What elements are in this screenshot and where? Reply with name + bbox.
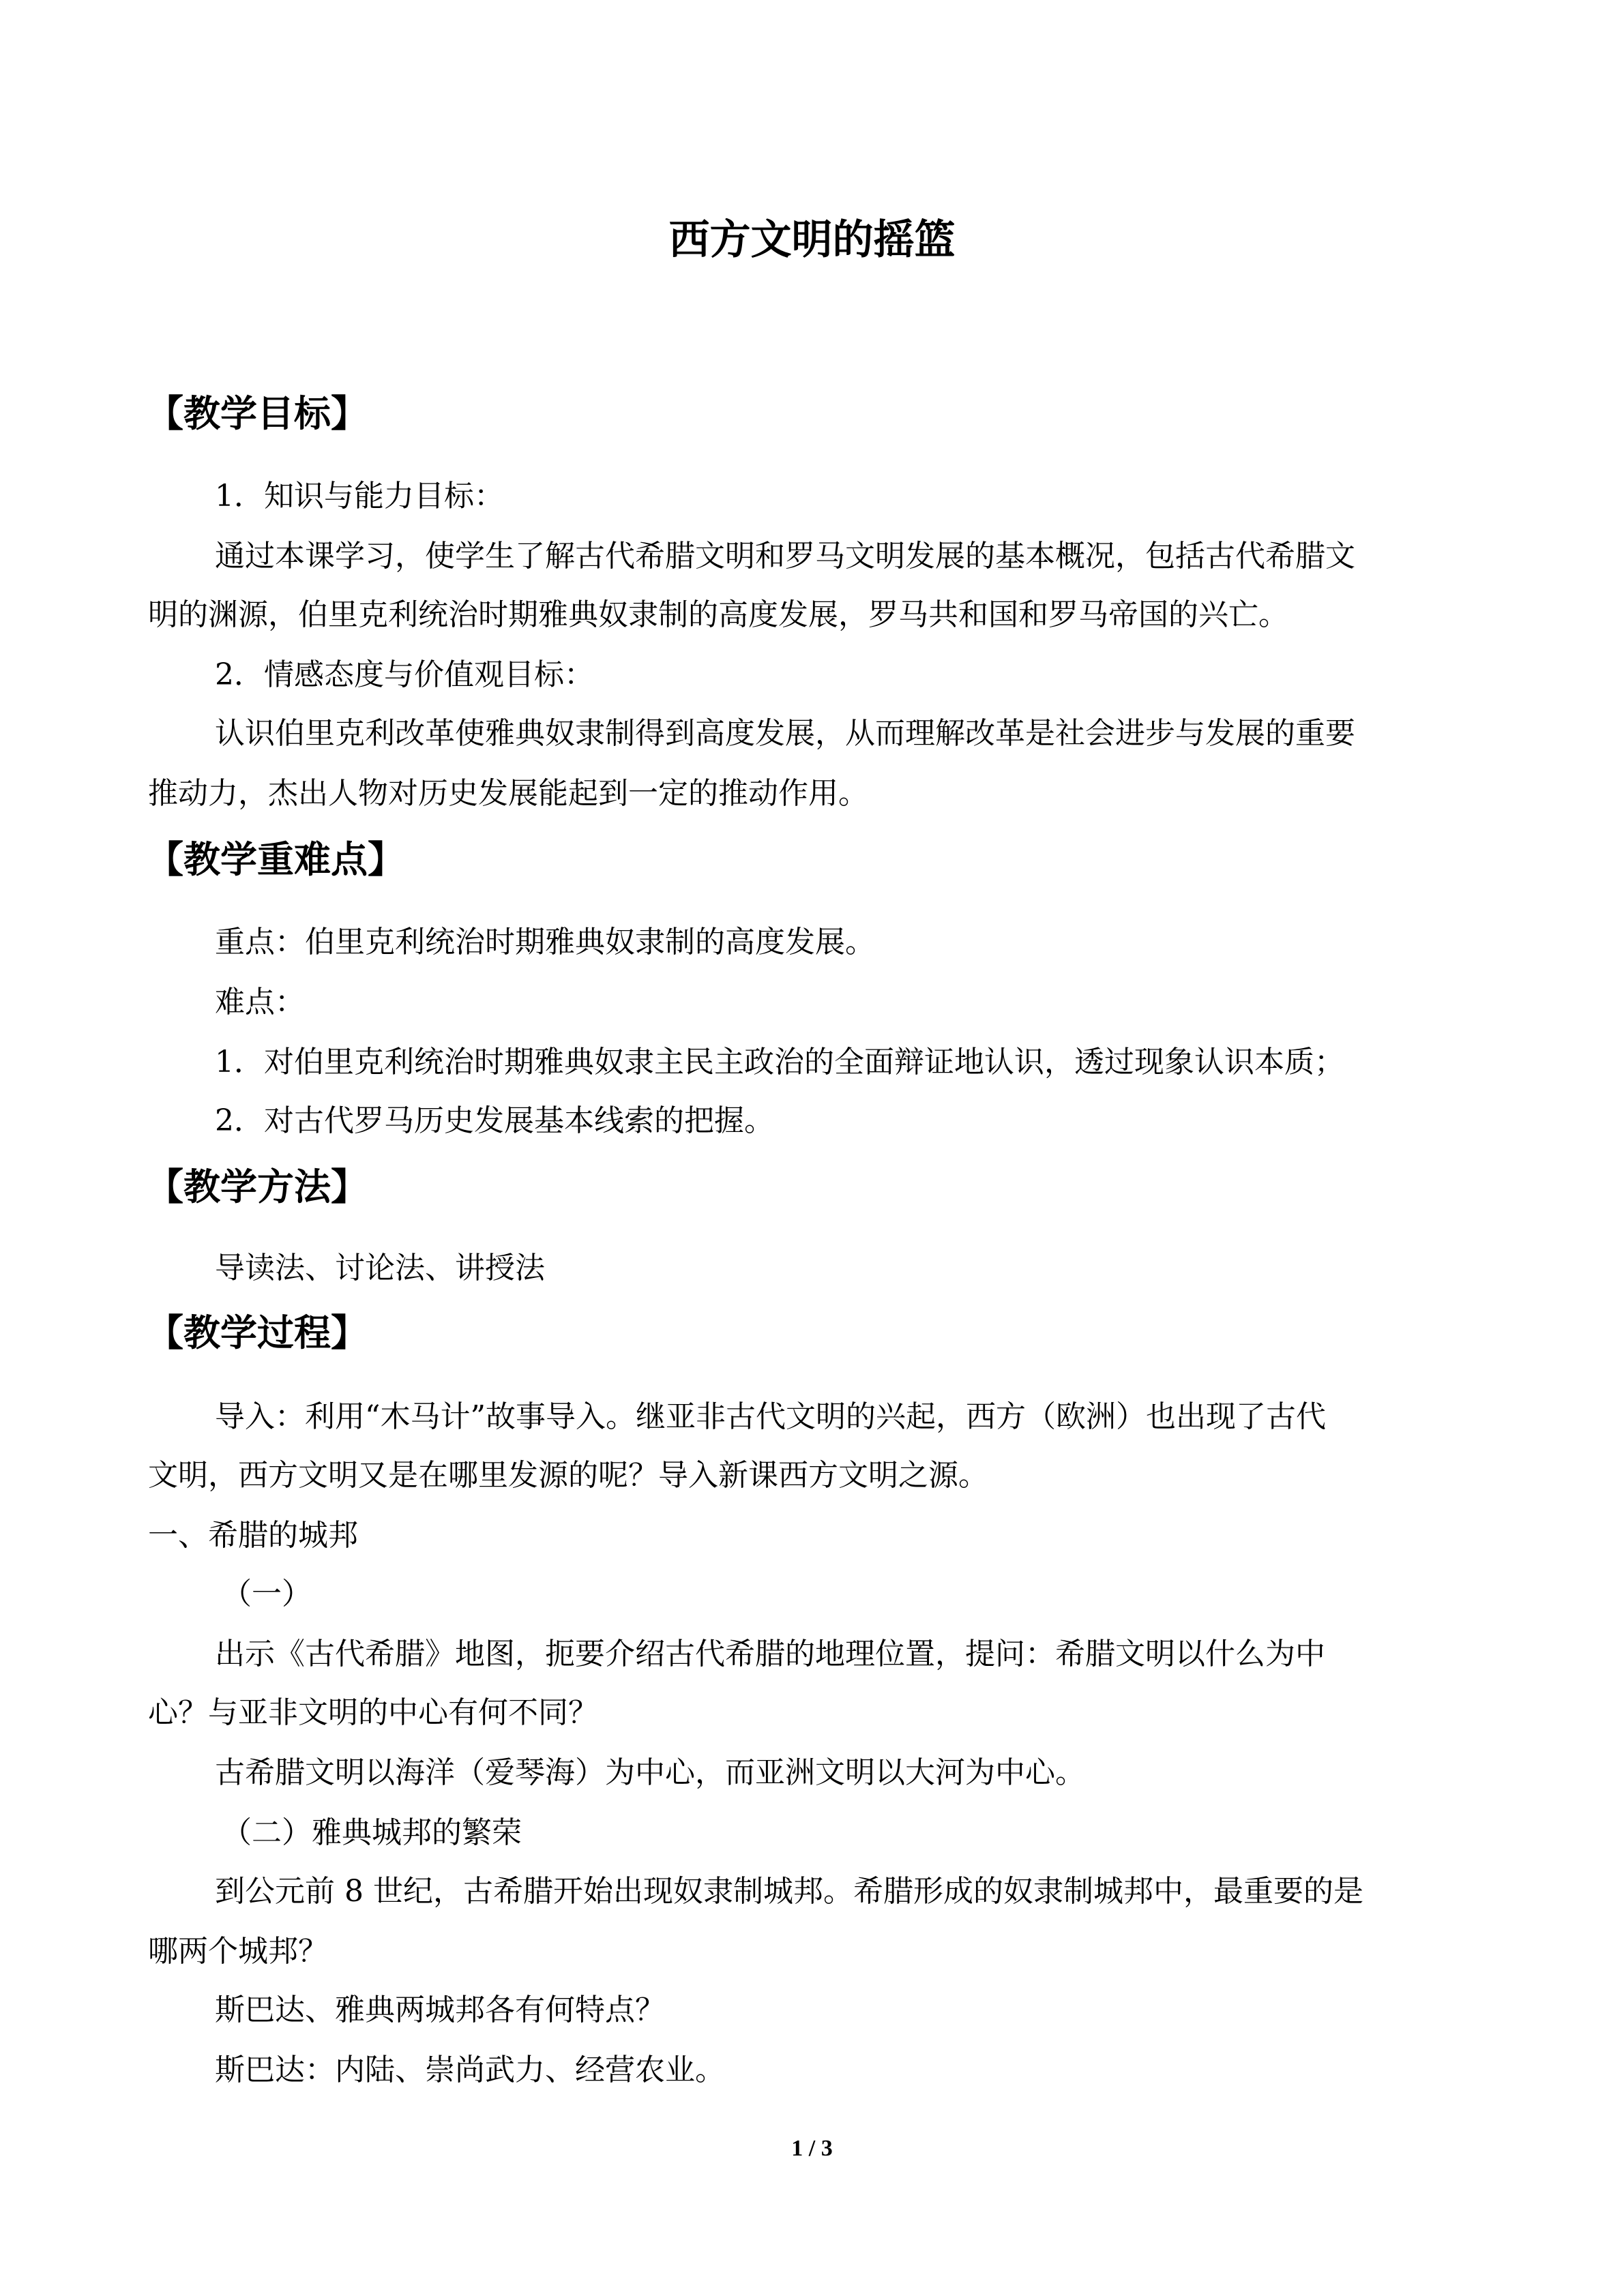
paragraph-line: 推动力，杰出人物对历史发展能起到一定的推动作用。	[148, 776, 868, 811]
paragraph-line: 出示《古代希腊》地图，扼要介绍古代希腊的地理位置，提问：希腊文明以什么为中	[215, 1637, 1325, 1671]
paragraph-line: 斯巴达、雅典两城邦各有何特点？	[215, 1993, 665, 2027]
page-number: 1 / 3	[791, 2136, 833, 2161]
document-title: 西方文明的摇篮	[668, 216, 956, 264]
paragraph-line: 1．知识与能力目标：	[215, 479, 504, 513]
paragraph-line: 认识伯里克利改革使雅典奴隶制得到高度发展，从而理解改革是社会进步与发展的重要	[215, 716, 1355, 751]
paragraph-line: 导入：利用“木马计”故事导入。继亚非古代文明的兴起，西方（欧洲）也出现了古代	[215, 1399, 1326, 1434]
paragraph-line: 2．情感态度与价值观目标：	[215, 657, 594, 692]
paragraph-line: 通过本课学习，使学生了解古代希腊文明和罗马文明发展的基本概况，包括古代希腊文	[215, 539, 1355, 573]
section-heading-process: 【教学过程】	[147, 1311, 368, 1354]
paragraph-line: （一）	[222, 1577, 312, 1611]
paragraph-line: 导读法、讨论法、讲授法	[215, 1251, 545, 1285]
paragraph-line: 一、希腊的城邦	[148, 1518, 358, 1553]
section-heading-goals: 【教学目标】	[147, 392, 368, 435]
paragraph-line: 明的渊源，伯里克利统治时期雅典奴隶制的高度发展，罗马共和国和罗马帝国的兴亡。	[148, 597, 1288, 632]
paragraph-line: 重点：伯里克利统治时期雅典奴隶制的高度发展。	[215, 925, 875, 959]
paragraph-line: 难点：	[215, 985, 305, 1019]
section-heading-keypoints: 【教学重难点】	[147, 838, 404, 881]
section-heading-methods: 【教学方法】	[147, 1165, 368, 1208]
paragraph-line: 斯巴达：内陆、崇尚武力、经营农业。	[215, 2053, 725, 2087]
paragraph-line: 心？与亚非文明的中心有何不同？	[148, 1695, 598, 1730]
paragraph-line: 古希腊文明以海洋（爱琴海）为中心，而亚洲文明以大河为中心。	[215, 1755, 1085, 1790]
paragraph-line: 1．对伯里克利统治时期雅典奴隶主民主政治的全面辩证地认识，透过现象认识本质；	[215, 1045, 1344, 1079]
paragraph-line: 2．对古代罗马历史发展基本线索的把握。	[215, 1103, 774, 1138]
paragraph-line: （二）雅典城邦的繁荣	[222, 1815, 522, 1850]
paragraph-line: 到公元前 8 世纪，古希腊开始出现奴隶制城邦。希腊形成的奴隶制城邦中，最重要的是	[215, 1874, 1363, 1909]
paragraph-line: 哪两个城邦？	[148, 1934, 328, 1969]
paragraph-line: 文明，西方文明又是在哪里发源的呢？导入新课西方文明之源。	[148, 1458, 988, 1493]
